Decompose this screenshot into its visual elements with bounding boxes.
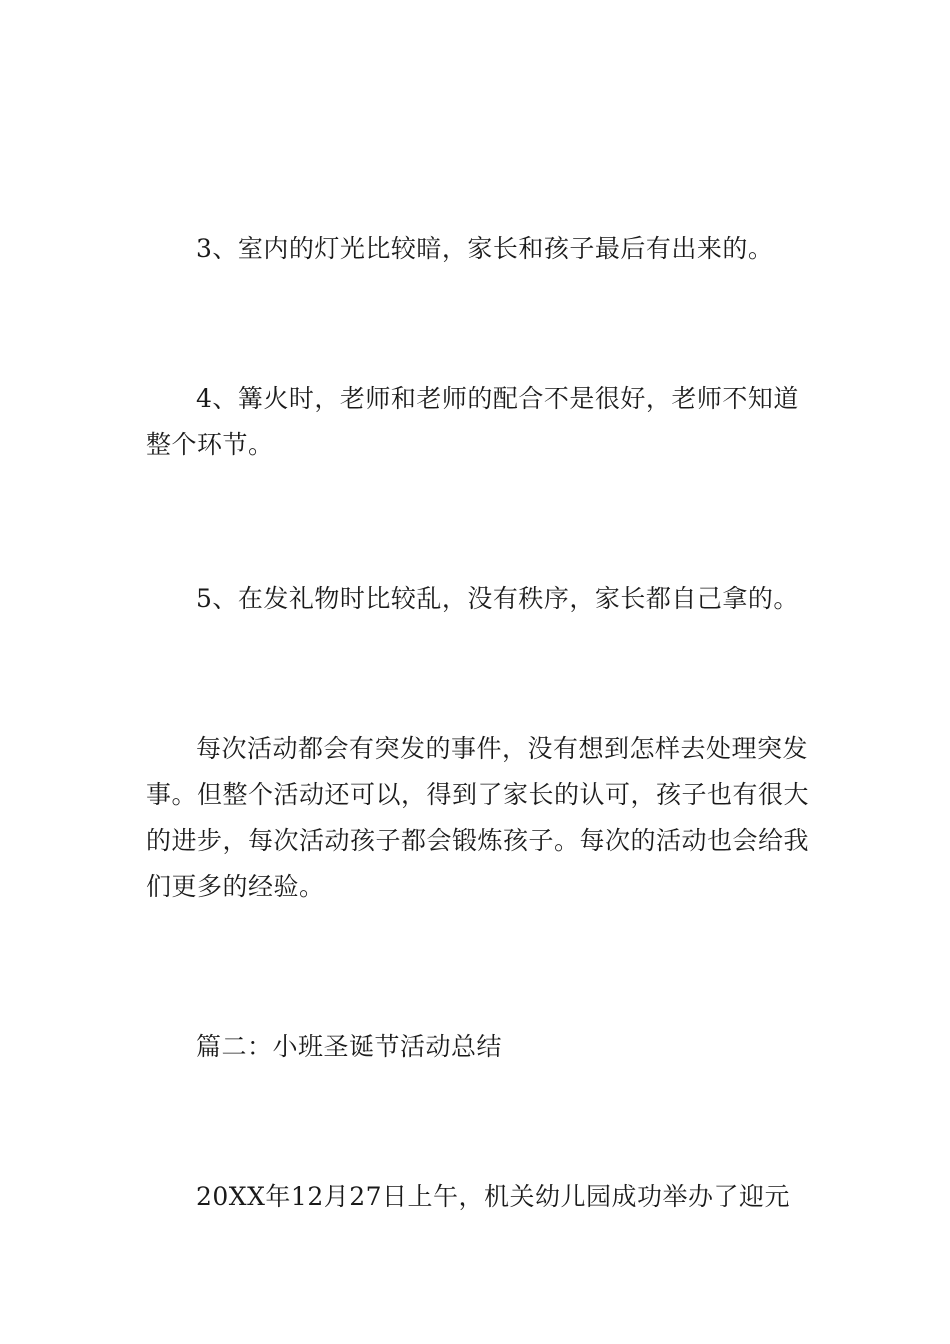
section-heading: 篇二：小班圣诞节活动总结 — [196, 1032, 503, 1061]
paragraph-item-4: 4、篝火时，老师和老师的配合不是很好，老师不知道整个环节。 — [146, 384, 799, 459]
paragraph-item-5: 5、在发礼物时比较乱，没有秩序，家长都自己拿的。 — [196, 584, 799, 613]
paragraph-item-3: 3、室内的灯光比较暗，家长和孩子最后有出来的。 — [196, 234, 774, 263]
paragraph-summary: 每次活动都会有突发的事件，没有想到怎样去处理突发事。但整个活动还可以，得到了家长的认可，孩子也有很大的进步，每次活动孩子都会锻炼孩子。每次的活动也会给我们更多的经验。 — [146, 734, 810, 901]
paragraph-intro: 20XX年12月27日上午，机关幼儿园成功举办了迎元 — [196, 1182, 791, 1211]
